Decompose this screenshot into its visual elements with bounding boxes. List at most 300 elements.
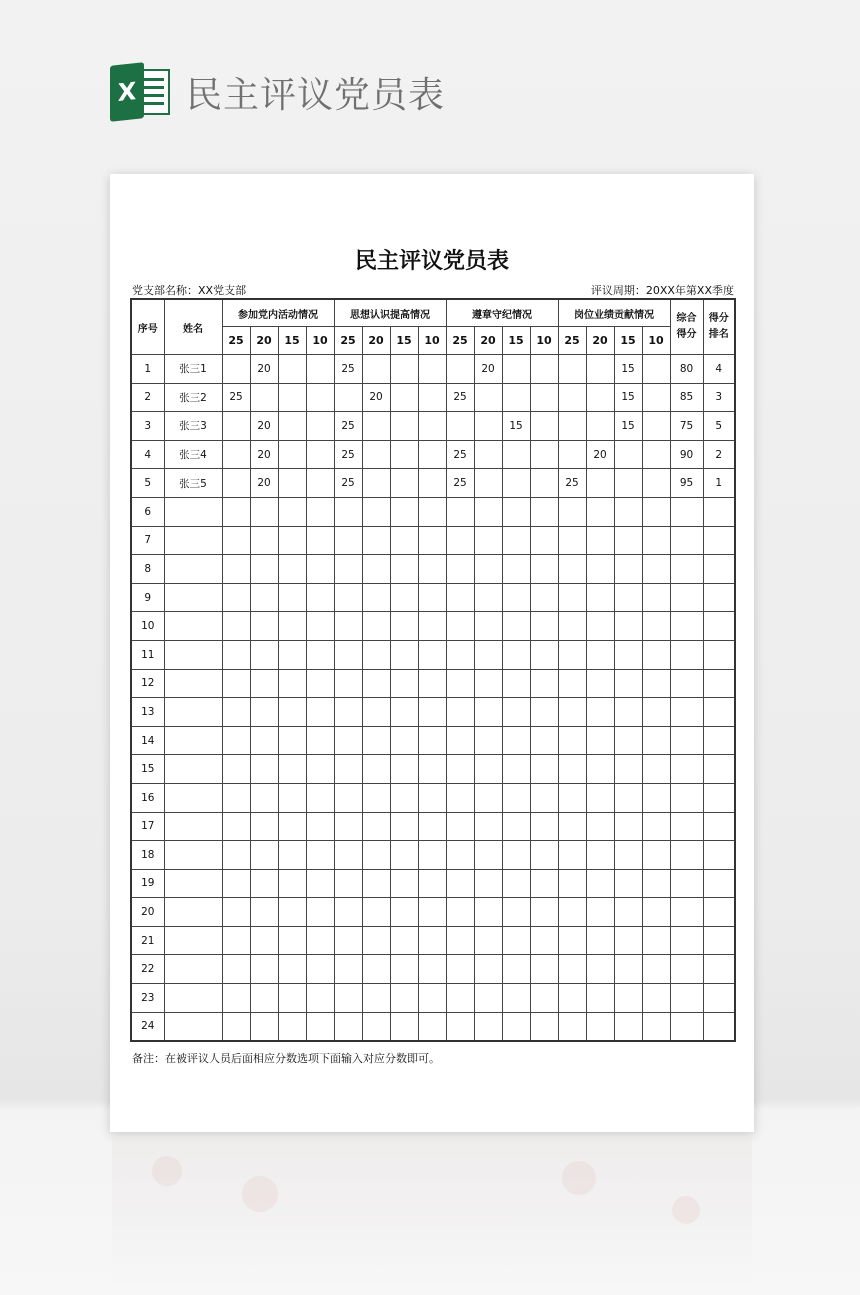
total-score-cell[interactable]: 95 bbox=[670, 469, 703, 498]
rank-cell[interactable] bbox=[703, 497, 735, 526]
score-cell[interactable] bbox=[418, 412, 446, 441]
total-score-cell[interactable] bbox=[670, 612, 703, 641]
score-cell[interactable] bbox=[334, 926, 362, 955]
score-cell[interactable] bbox=[418, 440, 446, 469]
score-cell[interactable] bbox=[586, 926, 614, 955]
score-cell[interactable] bbox=[278, 898, 306, 927]
rank-cell[interactable] bbox=[703, 526, 735, 555]
score-cell[interactable] bbox=[474, 555, 502, 584]
score-cell[interactable] bbox=[418, 497, 446, 526]
score-cell[interactable] bbox=[278, 984, 306, 1013]
score-cell[interactable] bbox=[250, 669, 278, 698]
score-cell[interactable] bbox=[278, 555, 306, 584]
score-cell[interactable] bbox=[614, 898, 642, 927]
score-cell[interactable] bbox=[558, 526, 586, 555]
score-cell[interactable] bbox=[530, 497, 558, 526]
score-cell[interactable] bbox=[474, 383, 502, 412]
score-cell[interactable] bbox=[250, 955, 278, 984]
score-cell[interactable] bbox=[474, 440, 502, 469]
score-cell[interactable] bbox=[278, 440, 306, 469]
total-score-cell[interactable] bbox=[670, 955, 703, 984]
score-cell[interactable] bbox=[558, 355, 586, 384]
score-cell[interactable] bbox=[250, 926, 278, 955]
score-cell[interactable] bbox=[502, 783, 530, 812]
rank-cell[interactable] bbox=[703, 583, 735, 612]
score-cell[interactable] bbox=[446, 869, 474, 898]
rank-cell[interactable] bbox=[703, 984, 735, 1013]
score-cell[interactable] bbox=[418, 841, 446, 870]
total-score-cell[interactable]: 80 bbox=[670, 355, 703, 384]
score-cell[interactable] bbox=[502, 755, 530, 784]
score-cell[interactable] bbox=[222, 698, 250, 727]
score-cell[interactable] bbox=[390, 497, 418, 526]
score-cell[interactable] bbox=[362, 669, 390, 698]
score-cell[interactable] bbox=[278, 640, 306, 669]
score-cell[interactable] bbox=[446, 698, 474, 727]
score-cell[interactable] bbox=[250, 898, 278, 927]
score-cell[interactable]: 15 bbox=[614, 412, 642, 441]
score-cell[interactable] bbox=[306, 926, 334, 955]
score-cell[interactable] bbox=[558, 640, 586, 669]
score-cell[interactable] bbox=[306, 812, 334, 841]
score-cell[interactable] bbox=[474, 640, 502, 669]
score-cell[interactable] bbox=[614, 555, 642, 584]
total-score-cell[interactable] bbox=[670, 726, 703, 755]
score-cell[interactable] bbox=[390, 869, 418, 898]
row-index[interactable]: 15 bbox=[131, 755, 164, 784]
score-cell[interactable] bbox=[502, 869, 530, 898]
member-name-cell[interactable] bbox=[164, 898, 222, 927]
member-name-cell[interactable] bbox=[164, 526, 222, 555]
score-cell[interactable] bbox=[250, 583, 278, 612]
score-cell[interactable] bbox=[278, 812, 306, 841]
score-cell[interactable] bbox=[334, 497, 362, 526]
score-cell[interactable] bbox=[642, 497, 670, 526]
row-index[interactable]: 5 bbox=[131, 469, 164, 498]
score-cell[interactable] bbox=[474, 526, 502, 555]
score-cell[interactable] bbox=[530, 783, 558, 812]
score-cell[interactable] bbox=[278, 412, 306, 441]
score-cell[interactable] bbox=[418, 469, 446, 498]
score-cell[interactable] bbox=[502, 1012, 530, 1041]
score-cell[interactable] bbox=[586, 526, 614, 555]
score-cell[interactable] bbox=[502, 841, 530, 870]
score-cell[interactable] bbox=[278, 526, 306, 555]
score-cell[interactable] bbox=[586, 355, 614, 384]
row-index[interactable]: 7 bbox=[131, 526, 164, 555]
score-cell[interactable] bbox=[334, 898, 362, 927]
score-cell[interactable] bbox=[250, 497, 278, 526]
score-cell[interactable] bbox=[530, 612, 558, 641]
score-cell[interactable] bbox=[642, 612, 670, 641]
score-cell[interactable] bbox=[642, 1012, 670, 1041]
row-index[interactable]: 22 bbox=[131, 955, 164, 984]
score-cell[interactable] bbox=[614, 1012, 642, 1041]
member-name-cell[interactable] bbox=[164, 955, 222, 984]
score-cell[interactable] bbox=[642, 898, 670, 927]
row-index[interactable]: 4 bbox=[131, 440, 164, 469]
score-cell[interactable] bbox=[558, 698, 586, 727]
total-score-cell[interactable] bbox=[670, 783, 703, 812]
score-cell[interactable] bbox=[306, 1012, 334, 1041]
score-cell[interactable] bbox=[390, 783, 418, 812]
member-name-cell[interactable] bbox=[164, 1012, 222, 1041]
score-cell[interactable] bbox=[614, 698, 642, 727]
score-cell[interactable] bbox=[362, 469, 390, 498]
score-cell[interactable] bbox=[642, 726, 670, 755]
score-cell[interactable] bbox=[222, 955, 250, 984]
score-cell[interactable] bbox=[474, 898, 502, 927]
member-name-cell[interactable]: 张三4 bbox=[164, 440, 222, 469]
score-cell[interactable] bbox=[502, 926, 530, 955]
score-cell[interactable] bbox=[642, 526, 670, 555]
score-cell[interactable] bbox=[530, 698, 558, 727]
score-cell[interactable] bbox=[474, 412, 502, 441]
rank-cell[interactable] bbox=[703, 783, 735, 812]
score-cell[interactable]: 25 bbox=[222, 383, 250, 412]
score-cell[interactable] bbox=[530, 755, 558, 784]
score-cell[interactable] bbox=[614, 440, 642, 469]
score-cell[interactable] bbox=[250, 1012, 278, 1041]
score-cell[interactable] bbox=[362, 440, 390, 469]
score-cell[interactable] bbox=[418, 355, 446, 384]
score-cell[interactable] bbox=[362, 869, 390, 898]
score-cell[interactable] bbox=[586, 383, 614, 412]
score-cell[interactable] bbox=[446, 898, 474, 927]
score-cell[interactable] bbox=[250, 698, 278, 727]
score-cell[interactable] bbox=[586, 984, 614, 1013]
score-cell[interactable] bbox=[502, 383, 530, 412]
score-cell[interactable] bbox=[586, 869, 614, 898]
score-cell[interactable] bbox=[558, 440, 586, 469]
score-cell[interactable] bbox=[418, 755, 446, 784]
score-cell[interactable] bbox=[418, 526, 446, 555]
score-cell[interactable] bbox=[222, 412, 250, 441]
score-cell[interactable] bbox=[390, 612, 418, 641]
score-cell[interactable] bbox=[362, 640, 390, 669]
score-cell[interactable] bbox=[362, 984, 390, 1013]
score-cell[interactable] bbox=[558, 984, 586, 1013]
score-cell[interactable] bbox=[614, 755, 642, 784]
score-cell[interactable] bbox=[306, 555, 334, 584]
rank-cell[interactable] bbox=[703, 898, 735, 927]
score-cell[interactable] bbox=[474, 497, 502, 526]
total-score-cell[interactable] bbox=[670, 669, 703, 698]
score-cell[interactable] bbox=[614, 955, 642, 984]
score-cell[interactable] bbox=[278, 755, 306, 784]
score-cell[interactable] bbox=[502, 469, 530, 498]
score-cell[interactable] bbox=[418, 926, 446, 955]
score-cell[interactable]: 25 bbox=[334, 412, 362, 441]
score-cell[interactable] bbox=[530, 412, 558, 441]
member-name-cell[interactable] bbox=[164, 726, 222, 755]
score-cell[interactable] bbox=[222, 783, 250, 812]
score-cell[interactable] bbox=[614, 841, 642, 870]
score-cell[interactable] bbox=[222, 726, 250, 755]
rank-cell[interactable] bbox=[703, 812, 735, 841]
rank-cell[interactable]: 4 bbox=[703, 355, 735, 384]
score-cell[interactable] bbox=[446, 755, 474, 784]
score-cell[interactable] bbox=[222, 926, 250, 955]
score-cell[interactable] bbox=[530, 555, 558, 584]
member-name-cell[interactable] bbox=[164, 869, 222, 898]
row-index[interactable]: 6 bbox=[131, 497, 164, 526]
score-cell[interactable] bbox=[306, 726, 334, 755]
score-cell[interactable] bbox=[306, 669, 334, 698]
score-cell[interactable] bbox=[222, 497, 250, 526]
score-cell[interactable] bbox=[250, 726, 278, 755]
score-cell[interactable] bbox=[418, 698, 446, 727]
score-cell[interactable] bbox=[278, 783, 306, 812]
score-cell[interactable] bbox=[222, 555, 250, 584]
row-index[interactable]: 10 bbox=[131, 612, 164, 641]
score-cell[interactable] bbox=[362, 812, 390, 841]
score-cell[interactable] bbox=[278, 955, 306, 984]
score-cell[interactable] bbox=[614, 926, 642, 955]
score-cell[interactable] bbox=[334, 669, 362, 698]
score-cell[interactable] bbox=[586, 898, 614, 927]
row-index[interactable]: 2 bbox=[131, 383, 164, 412]
score-cell[interactable] bbox=[390, 1012, 418, 1041]
member-name-cell[interactable] bbox=[164, 555, 222, 584]
score-cell[interactable] bbox=[642, 783, 670, 812]
score-cell[interactable] bbox=[390, 640, 418, 669]
member-name-cell[interactable]: 张三3 bbox=[164, 412, 222, 441]
score-cell[interactable] bbox=[558, 755, 586, 784]
member-name-cell[interactable] bbox=[164, 612, 222, 641]
score-cell[interactable] bbox=[278, 1012, 306, 1041]
total-score-cell[interactable] bbox=[670, 812, 703, 841]
score-cell[interactable] bbox=[390, 412, 418, 441]
score-cell[interactable]: 15 bbox=[614, 383, 642, 412]
score-cell[interactable] bbox=[278, 383, 306, 412]
score-cell[interactable] bbox=[530, 526, 558, 555]
score-cell[interactable] bbox=[418, 869, 446, 898]
score-cell[interactable]: 25 bbox=[446, 440, 474, 469]
score-cell[interactable] bbox=[250, 984, 278, 1013]
score-cell[interactable] bbox=[614, 612, 642, 641]
total-score-cell[interactable] bbox=[670, 526, 703, 555]
score-cell[interactable] bbox=[502, 583, 530, 612]
score-cell[interactable] bbox=[502, 555, 530, 584]
score-cell[interactable] bbox=[530, 955, 558, 984]
score-cell[interactable] bbox=[306, 583, 334, 612]
score-cell[interactable] bbox=[446, 955, 474, 984]
score-cell[interactable] bbox=[222, 1012, 250, 1041]
rank-cell[interactable] bbox=[703, 869, 735, 898]
score-cell[interactable] bbox=[446, 640, 474, 669]
score-cell[interactable] bbox=[614, 640, 642, 669]
total-score-cell[interactable] bbox=[670, 698, 703, 727]
score-cell[interactable] bbox=[614, 869, 642, 898]
score-cell[interactable] bbox=[306, 355, 334, 384]
score-cell[interactable] bbox=[530, 898, 558, 927]
score-cell[interactable] bbox=[586, 841, 614, 870]
row-index[interactable]: 18 bbox=[131, 841, 164, 870]
total-score-cell[interactable] bbox=[670, 841, 703, 870]
score-cell[interactable] bbox=[586, 783, 614, 812]
score-cell[interactable] bbox=[222, 984, 250, 1013]
score-cell[interactable] bbox=[362, 755, 390, 784]
score-cell[interactable] bbox=[642, 412, 670, 441]
score-cell[interactable] bbox=[278, 841, 306, 870]
score-cell[interactable] bbox=[530, 440, 558, 469]
score-cell[interactable] bbox=[558, 812, 586, 841]
score-cell[interactable] bbox=[222, 869, 250, 898]
score-cell[interactable] bbox=[362, 726, 390, 755]
score-cell[interactable]: 20 bbox=[250, 469, 278, 498]
score-cell[interactable] bbox=[334, 1012, 362, 1041]
score-cell[interactable] bbox=[390, 755, 418, 784]
score-cell[interactable] bbox=[334, 755, 362, 784]
total-score-cell[interactable] bbox=[670, 869, 703, 898]
score-cell[interactable] bbox=[502, 726, 530, 755]
score-cell[interactable] bbox=[642, 669, 670, 698]
score-cell[interactable] bbox=[334, 526, 362, 555]
member-name-cell[interactable] bbox=[164, 698, 222, 727]
rank-cell[interactable] bbox=[703, 755, 735, 784]
score-cell[interactable] bbox=[446, 612, 474, 641]
member-name-cell[interactable] bbox=[164, 812, 222, 841]
score-cell[interactable] bbox=[390, 583, 418, 612]
score-cell[interactable] bbox=[390, 926, 418, 955]
score-cell[interactable] bbox=[446, 497, 474, 526]
score-cell[interactable] bbox=[306, 612, 334, 641]
rank-cell[interactable] bbox=[703, 640, 735, 669]
score-cell[interactable]: 25 bbox=[334, 440, 362, 469]
member-name-cell[interactable] bbox=[164, 640, 222, 669]
score-cell[interactable] bbox=[558, 555, 586, 584]
score-cell[interactable] bbox=[390, 841, 418, 870]
rank-cell[interactable]: 5 bbox=[703, 412, 735, 441]
score-cell[interactable] bbox=[530, 669, 558, 698]
score-cell[interactable] bbox=[250, 383, 278, 412]
score-cell[interactable]: 25 bbox=[334, 355, 362, 384]
score-cell[interactable]: 20 bbox=[250, 440, 278, 469]
total-score-cell[interactable]: 90 bbox=[670, 440, 703, 469]
score-cell[interactable] bbox=[222, 440, 250, 469]
rank-cell[interactable] bbox=[703, 612, 735, 641]
member-name-cell[interactable] bbox=[164, 669, 222, 698]
row-index[interactable]: 16 bbox=[131, 783, 164, 812]
member-name-cell[interactable] bbox=[164, 926, 222, 955]
score-cell[interactable] bbox=[642, 755, 670, 784]
score-cell[interactable] bbox=[474, 726, 502, 755]
score-cell[interactable] bbox=[474, 755, 502, 784]
score-cell[interactable] bbox=[418, 726, 446, 755]
total-score-cell[interactable] bbox=[670, 926, 703, 955]
score-cell[interactable] bbox=[558, 898, 586, 927]
score-cell[interactable]: 20 bbox=[586, 440, 614, 469]
score-cell[interactable] bbox=[642, 469, 670, 498]
row-index[interactable]: 1 bbox=[131, 355, 164, 384]
rank-cell[interactable]: 2 bbox=[703, 440, 735, 469]
score-cell[interactable] bbox=[558, 497, 586, 526]
score-cell[interactable] bbox=[390, 669, 418, 698]
score-cell[interactable] bbox=[278, 469, 306, 498]
score-cell[interactable] bbox=[614, 984, 642, 1013]
row-index[interactable]: 24 bbox=[131, 1012, 164, 1041]
total-score-cell[interactable] bbox=[670, 555, 703, 584]
member-name-cell[interactable]: 张三2 bbox=[164, 383, 222, 412]
score-cell[interactable] bbox=[278, 926, 306, 955]
score-cell[interactable] bbox=[278, 583, 306, 612]
rank-cell[interactable] bbox=[703, 555, 735, 584]
score-cell[interactable] bbox=[390, 355, 418, 384]
score-cell[interactable] bbox=[474, 669, 502, 698]
score-cell[interactable]: 15 bbox=[502, 412, 530, 441]
score-cell[interactable] bbox=[306, 955, 334, 984]
score-cell[interactable] bbox=[642, 841, 670, 870]
score-cell[interactable] bbox=[474, 698, 502, 727]
score-cell[interactable] bbox=[558, 669, 586, 698]
score-cell[interactable] bbox=[586, 555, 614, 584]
score-cell[interactable] bbox=[586, 583, 614, 612]
score-cell[interactable] bbox=[558, 612, 586, 641]
score-cell[interactable] bbox=[502, 898, 530, 927]
score-cell[interactable] bbox=[390, 555, 418, 584]
score-cell[interactable] bbox=[558, 783, 586, 812]
score-cell[interactable] bbox=[614, 469, 642, 498]
score-cell[interactable] bbox=[614, 526, 642, 555]
score-cell[interactable] bbox=[418, 640, 446, 669]
score-cell[interactable] bbox=[418, 1012, 446, 1041]
score-cell[interactable] bbox=[474, 469, 502, 498]
score-cell[interactable] bbox=[530, 726, 558, 755]
score-cell[interactable] bbox=[362, 698, 390, 727]
score-cell[interactable] bbox=[614, 726, 642, 755]
score-cell[interactable] bbox=[390, 984, 418, 1013]
total-score-cell[interactable] bbox=[670, 640, 703, 669]
score-cell[interactable] bbox=[362, 355, 390, 384]
score-cell[interactable] bbox=[502, 440, 530, 469]
score-cell[interactable] bbox=[642, 926, 670, 955]
score-cell[interactable] bbox=[334, 984, 362, 1013]
score-cell[interactable] bbox=[306, 412, 334, 441]
score-cell[interactable] bbox=[530, 841, 558, 870]
score-cell[interactable] bbox=[530, 812, 558, 841]
score-cell[interactable] bbox=[586, 469, 614, 498]
score-cell[interactable] bbox=[418, 669, 446, 698]
score-cell[interactable] bbox=[362, 955, 390, 984]
score-cell[interactable] bbox=[558, 869, 586, 898]
total-score-cell[interactable] bbox=[670, 755, 703, 784]
score-cell[interactable] bbox=[502, 526, 530, 555]
score-cell[interactable] bbox=[530, 640, 558, 669]
score-cell[interactable] bbox=[250, 812, 278, 841]
score-cell[interactable] bbox=[334, 726, 362, 755]
score-cell[interactable] bbox=[530, 869, 558, 898]
score-cell[interactable] bbox=[306, 755, 334, 784]
score-cell[interactable] bbox=[530, 583, 558, 612]
score-cell[interactable] bbox=[446, 841, 474, 870]
rank-cell[interactable] bbox=[703, 669, 735, 698]
score-cell[interactable] bbox=[558, 955, 586, 984]
rank-cell[interactable] bbox=[703, 841, 735, 870]
score-cell[interactable] bbox=[250, 841, 278, 870]
member-name-cell[interactable] bbox=[164, 841, 222, 870]
score-cell[interactable] bbox=[250, 755, 278, 784]
row-index[interactable]: 3 bbox=[131, 412, 164, 441]
score-cell[interactable] bbox=[446, 583, 474, 612]
score-cell[interactable] bbox=[362, 497, 390, 526]
score-cell[interactable] bbox=[334, 841, 362, 870]
score-cell[interactable] bbox=[474, 926, 502, 955]
score-cell[interactable] bbox=[474, 955, 502, 984]
score-cell[interactable] bbox=[586, 955, 614, 984]
row-index[interactable]: 11 bbox=[131, 640, 164, 669]
member-name-cell[interactable] bbox=[164, 497, 222, 526]
